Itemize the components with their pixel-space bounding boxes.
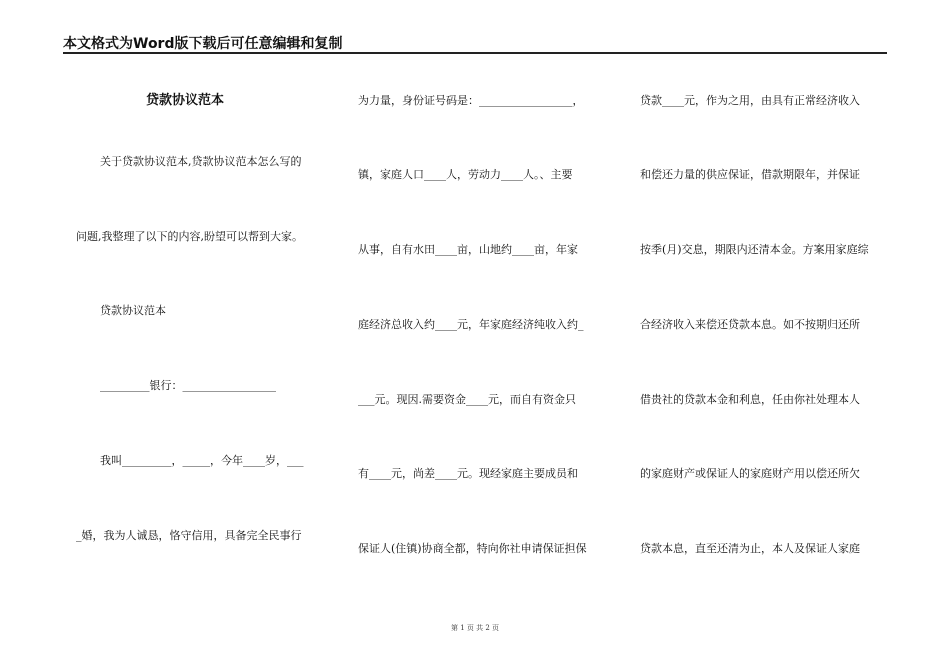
text-line: 为力量，身份证号码是：_________________， [358,94,584,107]
text-line: 我叫_________，_____，今年____岁，___ [100,454,304,467]
document-title: 贷款协议范本 [146,93,225,108]
text-line: 借贵社的贷款本金和利息，任由你社处理本人 [640,393,860,406]
section-heading: 贷款协议范本 [100,304,166,317]
page-footer: 第 1 页 共 2 页 [450,624,500,632]
text-line: 保证人(住镇)协商全都，特向你社申请保证担保 [358,542,587,555]
text-line: 关于贷款协议范本,贷款协议范本怎么写的 [100,155,302,168]
text-line: 问题,我整理了以下的内容,盼望可以帮到大家。 [76,230,303,243]
text-line: 庭经济总收入约____元，年家庭经济纯收入约_ [358,318,584,331]
text-line: 镇，家庭人口____人，劳动力____人。、主要 [358,168,573,181]
text-line: 贷款本息，直至还清为止，本人及保证人家庭 [640,542,860,555]
text-line: 合经济收入来偿还贷款本息。如不按期归还所 [640,318,860,331]
text-line: 和偿还力量的供应保证，借款期限年，并保证 [640,168,860,181]
text-line: _________银行：_________________ [100,379,276,392]
text-line: 有____元，尚差____元。现经家庭主要成员和 [358,467,578,480]
text-line: 贷款____元，作为之用，由具有正常经济收入 [640,94,860,107]
page-header [63,36,887,54]
header-title: 本文格式为Word版下载后可任意编辑和复制 [63,36,343,52]
text-line: 从事，自有水田____亩，山地约____亩，年家 [358,243,578,256]
text-line: _婚，我为人诚恳，恪守信用，具备完全民事行 [76,529,302,542]
text-line: 按季(月)交息，期限内还清本金。方案用家庭综 [640,243,869,256]
text-line: ___元。现因.需要资金____元，而自有资金只 [358,393,576,406]
text-line: 的家庭财产或保证人的家庭财产用以偿还所欠 [640,467,860,480]
